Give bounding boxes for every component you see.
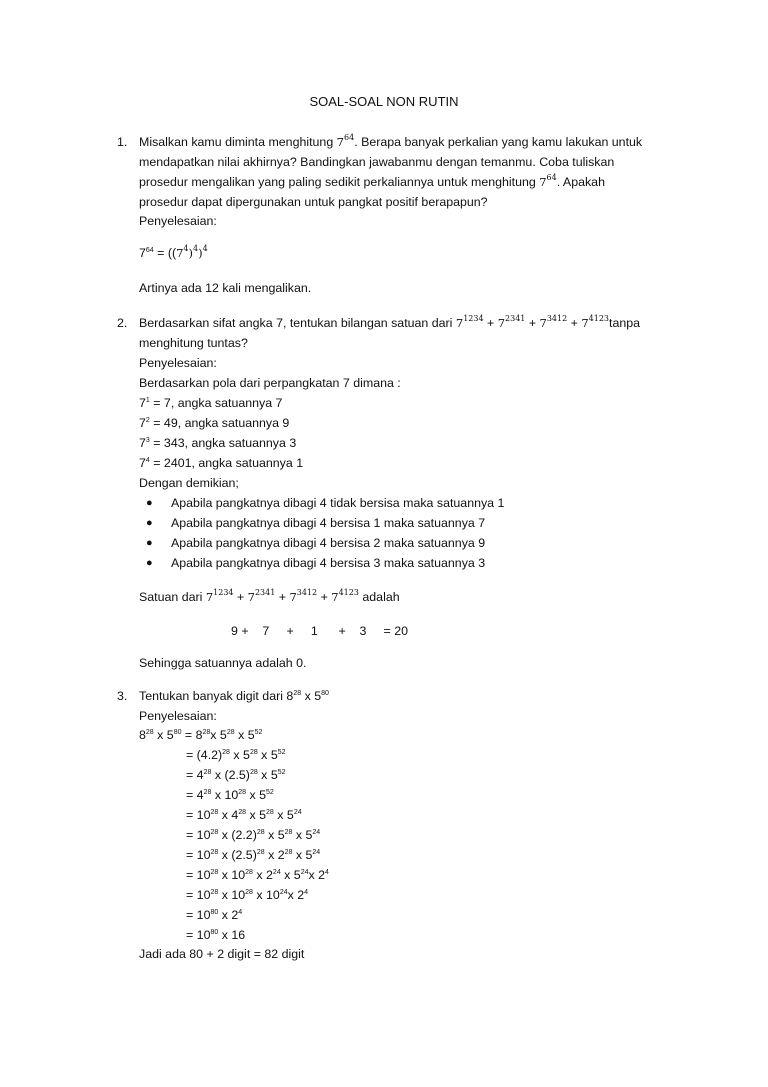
bullet-icon: ● — [146, 557, 153, 569]
q3-step-1: $8^{28}$ x $5^{80} = 8^{28}x$ $5^{28}$ x $5^{52}$ — [139, 728, 263, 742]
q3-step-3: = $4^{28}$ x $(2.5)^{28}$ x $5^{52}$ — [186, 768, 286, 782]
q2-bullet-4: Apabila pangkatnya dibagi 4 bersisa 3 maka satuannya 3 — [171, 556, 486, 570]
q3-step-10: = $10^{80}$ x $2^4$ — [186, 908, 243, 922]
q2-bullet-1: Apabila pangkatnya dibagi 4 tidak bersisa maka satuannya 1 — [171, 496, 505, 510]
q1-number: 1. — [117, 135, 128, 149]
q3-step-2: = $(4.2)^{28}$ x $5^{28}$ x $5^{52}$ — [186, 748, 286, 762]
q2-line-2: menghitung tuntas? — [139, 336, 248, 350]
q1-line-4: prosedur dapat dipergunakan untuk pangkat positif berapapun? — [139, 195, 488, 209]
q2-conclusion: Sehingga satuannya adalah 0. — [139, 656, 307, 670]
q1-line-3: prosedur mengalikan yang paling sedikit perkaliannya untuk menghitung $7^{64}$. Apakah — [139, 173, 605, 189]
q3-step-5: = $10^{28}$ x $4^{28}$ x $5^{28}$ x $5^{24}$ — [186, 808, 302, 822]
q2-sum-expression: $7^{1234}$ — [455, 314, 484, 330]
q1-conclusion: Artinya ada 12 kali mengalikan. — [139, 281, 312, 295]
q2-pattern-4: $7^4 = 2401$, angka satuannya 1 — [139, 456, 304, 470]
q3-step-8: = $10^{28}$ x $10^{28}$ x $2^{24}$ x $5^{24}x$ $2^4$ — [186, 868, 329, 882]
q3-step-4: = $4^{28}$ x $10^{28}$ x $5^{52}$ — [186, 788, 274, 802]
q2-number: 2. — [117, 316, 128, 330]
q3-number: 3. — [117, 689, 128, 703]
q1-line-1: Misalkan kamu diminta menghitung $7^{64}$. Berapa banyak perkalian yang kamu lakukan untuk — [139, 133, 643, 149]
q2-units-line: Satuan dari $7^{1234} + 7^{2341} + 7^{3412} + 7^{4123}$ adalah — [139, 588, 400, 604]
q3-solution-label: Penyelesaian: — [139, 709, 217, 723]
bullet-icon: ● — [146, 517, 153, 529]
bullet-icon: ● — [146, 497, 153, 509]
q2-line-1: Berdasarkan sifat angka 7, tentukan bilangan satuan dari $7^{1234} + 7^{2341} + 7^{3412}$ + $7^{4123}tanpa$ — [139, 314, 641, 330]
q2-bullet-3: Apabila pangkatnya dibagi 4 bersisa 2 maka satuannya 9 — [171, 536, 486, 550]
q3-step-9: = $10^{28}$ x $10^{28}$ x $10^{24}x$ $2^4$ — [186, 888, 309, 902]
q2-pattern-1: $7^1 = 7$, angka satuannya 7 — [139, 396, 283, 410]
bullet-icon: ● — [146, 537, 153, 549]
q1-power-expression-2: $7^{64}$ — [539, 173, 557, 189]
q3-step-6: = $10^{28}$ x $(2.2)^{28}$ x $5^{28}$ x $5^{24}$ — [186, 828, 321, 842]
q1-solution-expression: $7^{64} = ((7^4)^4)^4$ — [139, 244, 208, 260]
q1-line-2: mendapatkan nilai akhirnya? Bandingkan jawabanmu dengan temanmu. Coba tuliskan — [139, 155, 615, 169]
q2-pattern-2: $7^2 = 49$, angka satuannya 9 — [139, 416, 290, 430]
q3-step-11: = $10^{80}$ x 16 — [186, 928, 246, 942]
q2-pattern-3: $7^3 = 343$, angka satuannya 3 — [139, 436, 297, 450]
document-title: SOAL-SOAL NON RUTIN — [309, 94, 459, 109]
q2-pattern-intro: Berdasarkan pola dari perpangkatan 7 dimana : — [139, 376, 401, 390]
q2-solution-label: Penyelesaian: — [139, 356, 217, 370]
q3-step-7: = $10^{28}$ x $(2.5)^{28}$ x $2^{28}$ x $5^{24}$ — [186, 848, 321, 862]
q1-power-expression: $7^{64}$ — [336, 133, 355, 149]
q1-solution-label: Penyelesaian: — [139, 214, 217, 228]
q2-therefore: Dengan demikian; — [139, 476, 239, 490]
q2-sum-line: 9 + 7 + 1 + 3 = 20 — [231, 624, 409, 638]
q2-bullet-2: Apabila pangkatnya dibagi 4 bersisa 1 maka satuannya 7 — [171, 516, 486, 530]
q3-question: Tentukan banyak digit dari $8^{28}$ x $5^{80}$ — [139, 689, 329, 703]
q3-conclusion: Jadi ada 80 + 2 digit = 82 digit — [139, 947, 305, 961]
